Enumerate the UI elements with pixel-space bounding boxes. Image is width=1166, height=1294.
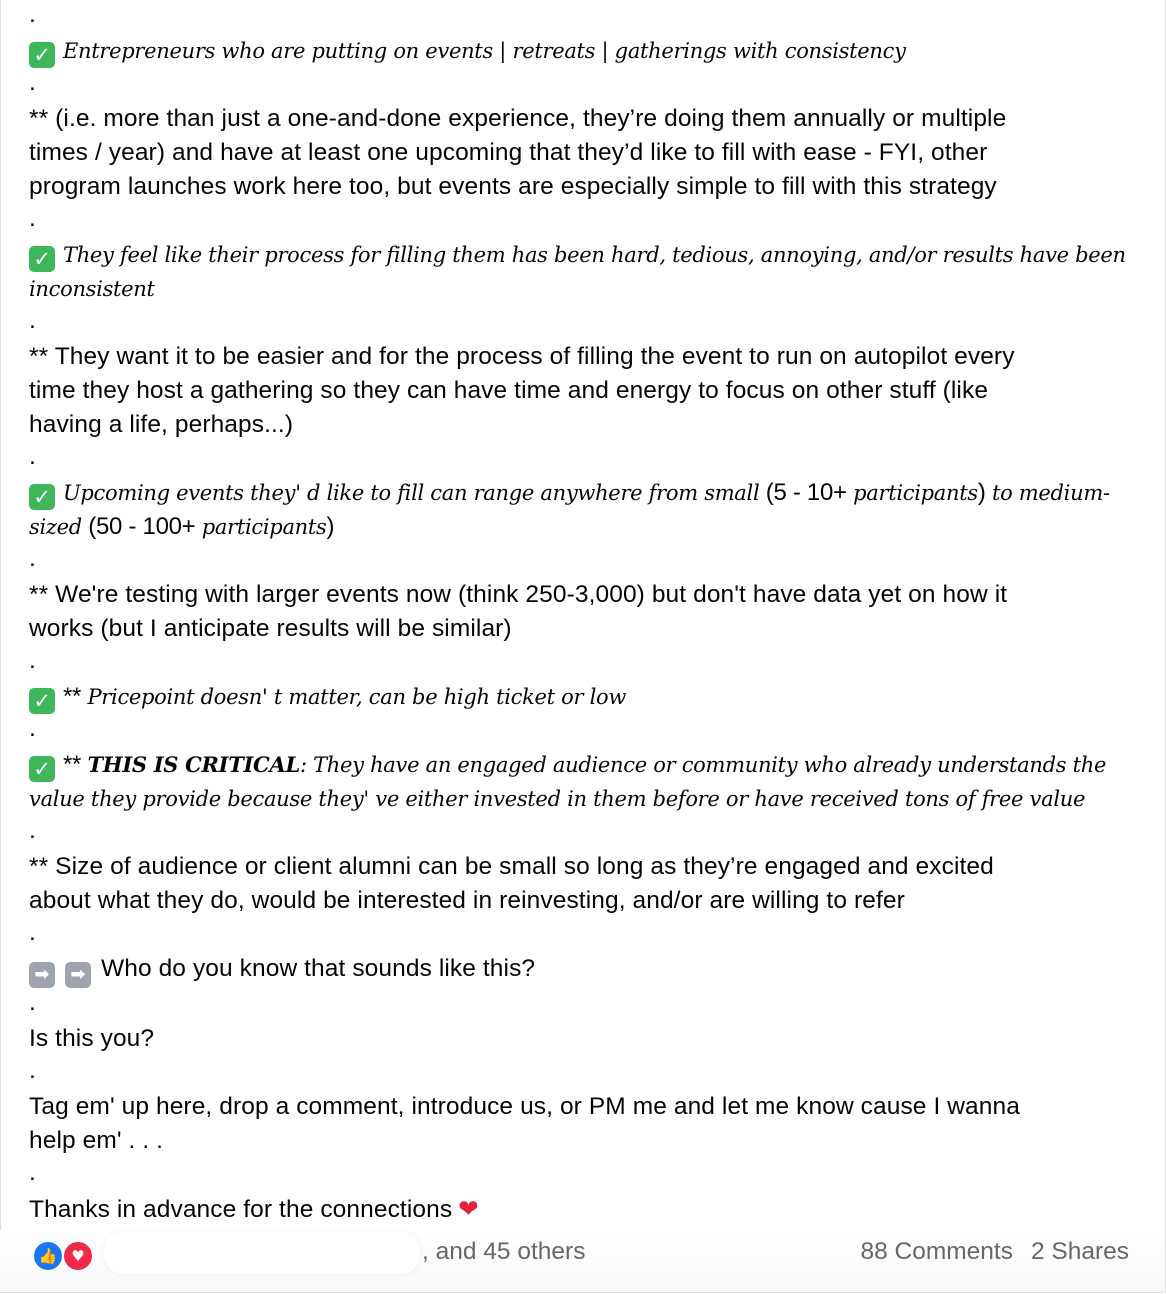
check-mark-icon: ✓ xyxy=(29,246,55,272)
question-line: ➡ ➡ Who do you know that sounds like this? xyxy=(29,952,1139,988)
separator: . xyxy=(29,989,36,1016)
check-mark-icon: ✓ xyxy=(29,756,55,782)
criteria-5-line-2: value they provide because they' ve either invested in them before or have received tons of free value xyxy=(29,787,1086,811)
separator: . xyxy=(29,205,36,232)
comments-count-link[interactable]: 88 Comments xyxy=(860,1238,1013,1265)
separator: . xyxy=(29,647,36,674)
criteria-1: ✓ Entrepreneurs who are putting on events | retreats | gatherings with consistency xyxy=(29,34,1139,68)
right-arrow-icon: ➡ xyxy=(65,962,91,988)
criteria-1-detail-line-3: program launches work here too, but events are especially simple to fill with this strategy xyxy=(29,173,997,200)
separator: . xyxy=(29,1159,36,1186)
separator: . xyxy=(29,1057,36,1084)
check-mark-icon: ✓ xyxy=(29,484,55,510)
criteria-5-detail-line-1: ** Size of audience or client alumni can be small so long as they’re engaged and excited xyxy=(29,853,994,880)
separator: . xyxy=(29,307,36,334)
criteria-2-line-2: inconsistent xyxy=(29,277,155,301)
criteria-1-detail-line-1: ** (i.e. more than just a one-and-done experience, they’re doing them annually or multiple xyxy=(29,105,1007,132)
redacted-names xyxy=(104,1232,420,1274)
criteria-1-detail-line-2: times / year) and have at least one upcoming that they’d like to fill with ease - FYI, other xyxy=(29,139,988,166)
check-mark-icon: ✓ xyxy=(29,42,55,68)
thanks-line: Thanks in advance for the connections ❤ xyxy=(29,1194,479,1223)
criteria-2-detail-line-3: having a life, perhaps...) xyxy=(29,411,294,438)
separator: . xyxy=(29,1,36,28)
separator: . xyxy=(29,69,36,96)
separator: . xyxy=(29,715,36,742)
check-mark-icon: ✓ xyxy=(29,688,55,714)
post-body xyxy=(29,0,1139,1227)
criteria-4: ✓ ** Pricepoint doesn' t matter, can be high ticket or low xyxy=(29,680,1139,714)
reaction-icons[interactable] xyxy=(32,1240,96,1272)
criteria-5-detail-line-2: about what they do, would be interested in reinvesting, and/or are willing to refer xyxy=(29,887,905,914)
separator: . xyxy=(29,545,36,572)
love-reaction-icon[interactable]: ♥ xyxy=(62,1240,94,1272)
criteria-5-line-1: ✓ ** THIS IS CRITICAL: They have an engaged audience or community who already understands the xyxy=(29,748,1139,782)
separator: . xyxy=(29,443,36,470)
separator: . xyxy=(29,919,36,946)
like-reaction-icon[interactable]: 👍 xyxy=(32,1240,64,1272)
red-heart-icon: ❤ xyxy=(458,1194,479,1223)
call-to-action-line-2: help em' . . . xyxy=(29,1127,164,1154)
call-to-action-line-1: Tag em' up here, drop a comment, introduce us, or PM me and let me know cause I wanna xyxy=(29,1093,1020,1120)
criteria-2-detail-line-2: time they host a gathering so they can have time and energy to focus on other stuff (like xyxy=(29,377,989,404)
criteria-3-detail-line-1: ** We're testing with larger events now (think 250-3,000) but don't have data yet on how it xyxy=(29,581,1008,608)
criteria-3-detail-line-2: works (but I anticipate results will be similar) xyxy=(29,615,512,642)
criteria-2-detail-line-1: ** They want it to be easier and for the process of filling the event to run on autopilot every xyxy=(29,343,1015,370)
is-this-you: Is this you? xyxy=(29,1025,155,1052)
criteria-3-line-2: sized (50 - 100+ participants) xyxy=(29,513,335,540)
criteria-3-line-1: ✓ Upcoming events they' d like to fill can range anywhere from small (5 - 10+ participants) to medium- xyxy=(29,476,1139,510)
separator: . xyxy=(29,817,36,844)
criteria-2-line-1: ✓ They feel like their process for filling them has been hard, tedious, annoying, and/or results have been xyxy=(29,238,1139,272)
shares-count-link[interactable]: 2 Shares xyxy=(1030,1238,1129,1265)
right-arrow-icon: ➡ xyxy=(29,962,55,988)
post-footer xyxy=(0,1222,1164,1292)
reaction-count[interactable]: , and 45 others xyxy=(422,1238,586,1265)
